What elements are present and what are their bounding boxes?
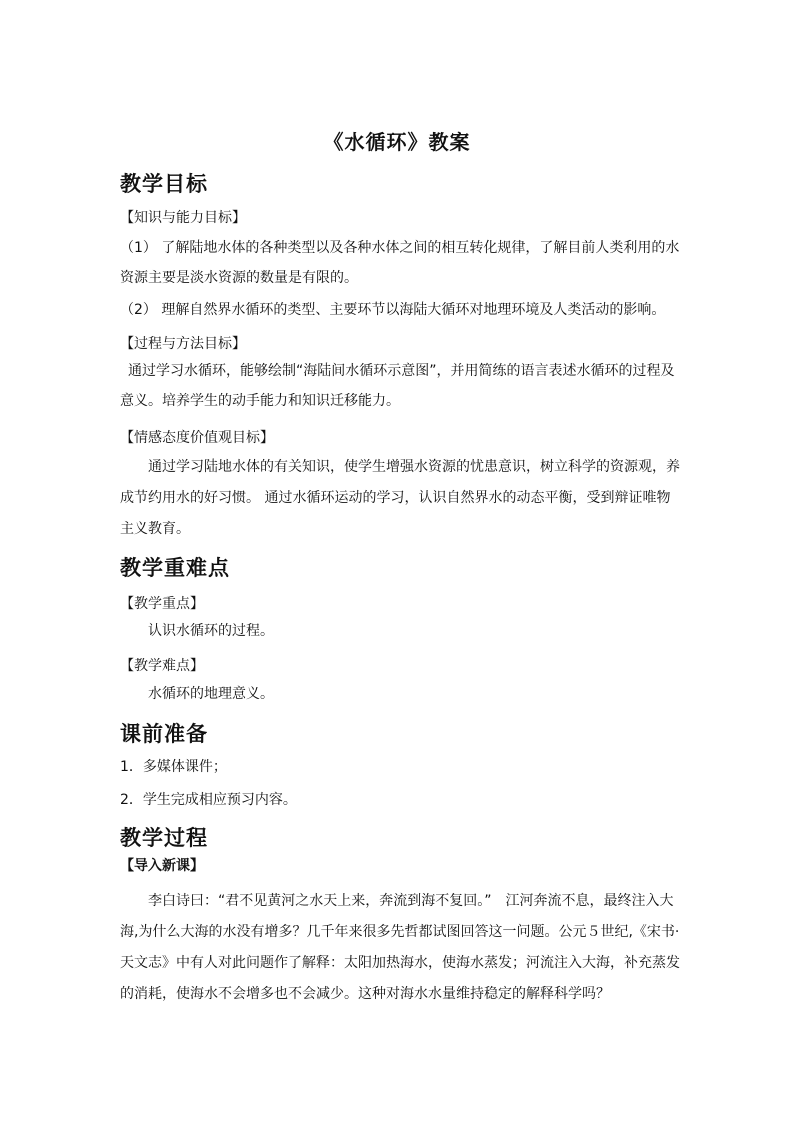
intro-text: 李白诗曰：“君不见黄河之水天上来，奔流到海不复回。” 江河奔流不息，最终注入大海,为什么大海的水没有增多？几千年来很多先哲都试图回答这一问题。公元５世纪,《宋书·天文志》中有人对此问题作了解释：太阳加热海水，使海水蒸发；河流注入大海，补充蒸发的消耗，使海水不会增多也不会减少。这种对海水水量维持稳定的解释科学吗？ [120, 893, 680, 1002]
heading-key-points: 教学重难点 [120, 555, 230, 580]
preparation-item-2: 2．学生完成相应预习内容。 [120, 792, 297, 808]
heading-teaching-process: 教学过程 [120, 825, 208, 850]
knowledge-item-1: （1） 了解陆地水体的各种类型以及各种水体之间的相互转化规律，了解目前人类利用的水资源主要是淡水资源的数量是有限的。 [120, 240, 680, 286]
emotion-values-text: 通过学习陆地水体的有关知识，使学生增强水资源的忧患意识，树立科学的资源观，养成节约用水的好习惯。 通过水循环运动的学习，认识自然界水的动态平衡，受到辩证唯物主义教育。 [120, 459, 680, 537]
label-process-method: 【过程与方法目标】 [120, 336, 246, 352]
heading-objectives: 教学目标 [120, 171, 208, 196]
process-method-text: 通过学习水循环，能够绘制“海陆间水循环示意图”，并用简练的语言表述水循环的过程及意义。培养学生的动手能力和知识迁移能力。 [120, 363, 675, 409]
label-teaching-difficulty: 【教学难点】 [120, 658, 204, 674]
label-intro: 【导入新课】 [120, 858, 204, 874]
label-emotion-values: 【情感态度价值观目标】 [120, 430, 274, 446]
teaching-focus-text: 认识水循环的过程。 [148, 623, 274, 639]
knowledge-item-2: （2） 理解自然界水循环的类型、主要环节以海陆大循环对地理环境及人类活动的影响。 [120, 302, 666, 318]
label-teaching-focus: 【教学重点】 [120, 596, 204, 612]
teaching-difficulty-text: 水循环的地理意义。 [148, 686, 274, 702]
document-title: 《水循环》教案 [323, 130, 471, 154]
heading-preparation: 课前准备 [120, 721, 208, 746]
preparation-item-1: 1．多媒体课件； [120, 759, 227, 775]
label-knowledge-ability: 【知识与能力目标】 [120, 210, 246, 226]
